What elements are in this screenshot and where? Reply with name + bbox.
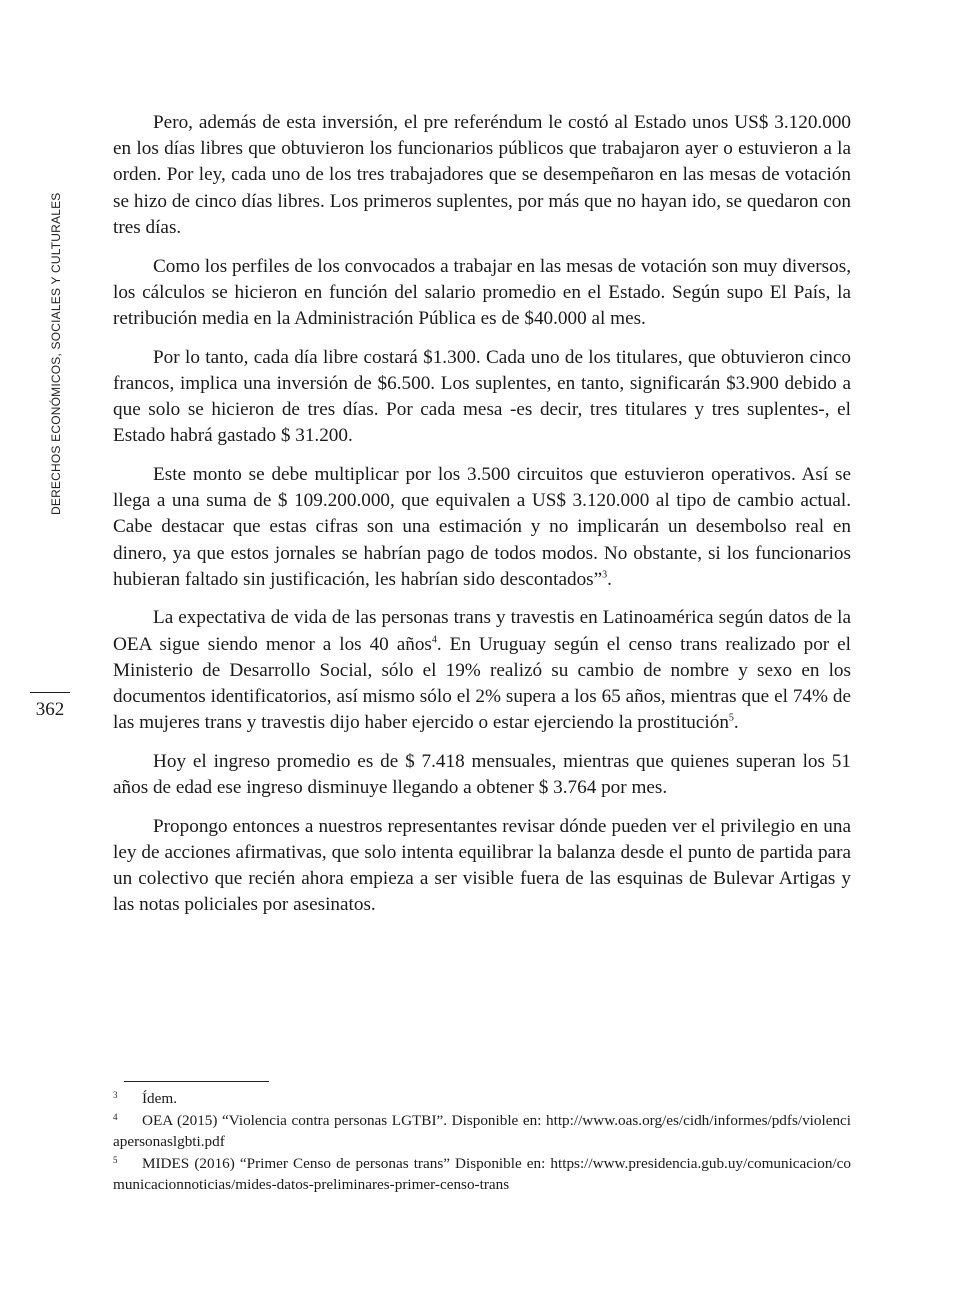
footnote-text[interactable]: MIDES (2016) “Primer Censo de personas trans” Disponible en: https://www.presidencia.gub.uy/comunicacion/comunicacionnoticias/mides-datos-preliminares-primer-censo-trans <box>113 1154 851 1193</box>
footnote-number: 3 <box>113 1090 118 1100</box>
paragraph: Como los perfiles de los convocados a trabajar en las mesas de votación son muy diversos, los cálculos se hicieron en función del salario promedio en el Estado. Según supo El País, la retribución media en la Administración Pública es de $40.000 al mes. <box>113 255 851 329</box>
paragraph: Pero, además de esta inversión, el pre referéndum le costó al Estado unos US$ 3.120.000 en los días libres que obtuvieron los funcionarios públicos que trabajaron ayer o estuvieron a la orden. Por ley, cada uno de los tres trabajadores que se desempeñaron en las mesas de votación se hizo de cinco días libres. Los primeros suplentes, por más que no hayan ido, se quedaron con tres días. <box>113 112 851 238</box>
footnote-number: 5 <box>113 1154 118 1165</box>
running-header: DERECHOS ECONÓMICOS, SOCIALES Y CULTURALES <box>49 192 63 515</box>
footnote-divider <box>124 1081 269 1082</box>
page-number: 362 <box>30 692 70 721</box>
footnotes <box>113 1088 851 1196</box>
footnote-text: Ídem. <box>142 1090 178 1107</box>
footnote-ref: 5 <box>728 712 734 724</box>
body-text <box>113 110 851 931</box>
paragraph: La expectativa de vida de las personas trans y travestis en Latinoamérica según datos de la OEA sigue siendo menor a los 40 años$^4$. En Uruguay según el censo trans realizado por el Ministerio de Desarrollo Social, sólo el 19% realizó su cambio de nombre y sexo en los documentos identificatorios, así mismo sólo el 2% supera a los 65 años, mientras que el 74% de las mujeres trans y travestis dijo haber ejercido o estar ejerciendo la prostitución$^5$. <box>113 607 851 734</box>
paragraph: Por lo tanto, cada día libre costará $1.300. Cada uno de los titulares, que obtuvieron cinco francos, implica una inversión de $6.500. Los suplentes, en tanto, significarán $3.900 debido a que solo se hicieron de tres días. Por cada mesa -es decir, tres titulares y tres suplentes-, el Estado habrá gastado $ 31.200. <box>113 346 851 447</box>
paragraph: Este monto se debe multiplicar por los 3.500 circuitos que estuvieron operativos. Así se llega a una suma de $ 109.200.000, que equivalen a US$ 3.120.000 al tipo de cambio actual. Cabe destacar que estas cifras son una estimación y no implicarán un desembolso real en dinero, ya que estos jornales se habrían pago de todos modos. No obstante, si los funcionarios hubieran faltado sin justificación, les habrían sido descontados”$^3$. <box>113 463 851 590</box>
footnote-number: 4 <box>113 1111 118 1122</box>
footnote <box>113 1153 851 1196</box>
footnote-text[interactable]: OEA (2015) “Violencia contra personas LGTBI”. Disponible en: http://www.oas.org/es/cidh/informes/pdfs/violenciapersonaslgbti.pdf <box>113 1111 851 1150</box>
paragraph: Propongo entonces a nuestros representantes revisar dónde pueden ver el privilegio en una ley de acciones afirmativas, que solo intenta equilibrar la balanza desde el punto de partida para un colectivo que recién ahora empieza a ser visible fuera de las esquinas de Bulevar Artigas y las notas policiales por asesinatos. <box>113 815 851 916</box>
paragraph: Hoy el ingreso promedio es de $ 7.418 mensuales, mientras que quienes superan los 51 años de edad ese ingreso disminuye llegando a obtener $ 3.764 por mes. <box>113 750 851 799</box>
footnote <box>113 1110 851 1153</box>
footnote <box>113 1088 851 1110</box>
footnote-ref: 4 <box>431 634 437 646</box>
footnote-ref: 3 <box>602 569 608 581</box>
